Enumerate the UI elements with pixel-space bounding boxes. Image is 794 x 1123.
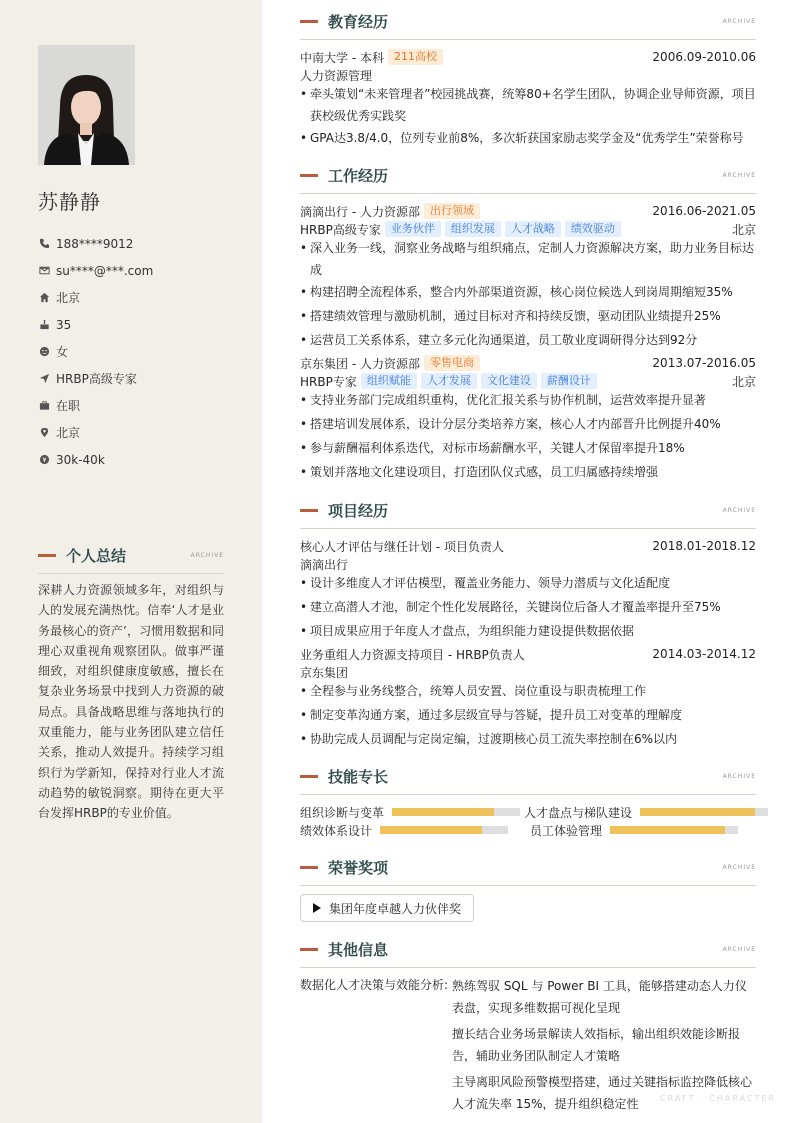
job-badge: 出行领域 [424,203,480,219]
job-role-row [300,220,756,238]
contact-home [38,284,153,311]
profile-photo [38,45,135,165]
contact-status-text: 在职 [56,399,81,413]
project-org: 滴滴出行 [300,557,349,572]
skill-label: 组织诊断与变革 [300,805,385,820]
job-role: HRBP高级专家 [300,222,381,237]
education-title: 教育经历 [328,13,389,31]
contact-phone [38,230,153,257]
project-period: 2014.03-2014.12 [652,647,756,661]
job-city: 北京 [731,222,756,237]
education-school: 中南大学 - 本科 [300,50,384,65]
summary-tag: ARCHIVE [190,552,224,559]
home-icon [38,292,50,304]
summary-title: 个人总结 [66,547,127,565]
contact-age [38,311,153,338]
salary-icon [38,454,50,466]
person-name: 苏静静 [38,190,101,214]
education-bullet: • 牵头策划“未来管理者”校园挑战赛，统筹80+名学生团队，协调企业导师资源，项目获校级优秀实践奖 [300,83,756,127]
summary-heading [38,544,224,574]
projects-heading [300,489,756,529]
contact-list [38,230,153,473]
project-bullet: • 建立高潜人才池，制定个性化发展路径，关键岗位后备人才覆盖率提升至75% [300,596,756,618]
job-tag: 组织发展 [445,221,501,237]
project-bullet: • 设计多维度人才评估模型，覆盖业务能力、领导力潜质与文化适配度 [300,572,756,594]
job-period: 2013.07-2016.05 [652,356,756,370]
contact-location-text: 北京 [56,426,81,440]
project-name-row [300,537,756,555]
heading-accent-bar [300,509,318,512]
skills-heading [300,755,756,795]
other-label: 数据化人才决策与效能分析: [300,978,449,992]
heading-accent-bar [300,948,318,951]
job-bullet: • 运营员工关系体系，建立多元化沟通渠道，员工敬业度调研得分达到92分 [300,329,756,351]
project-bullet: • 协助完成人员调配与定岗定编，过渡期核心员工流失率控制在6%以内 [300,728,756,750]
sidebar [0,0,262,1123]
project-bullet: • 项目成果应用于年度人才盘点，为组织能力建设提供数据依据 [300,620,756,642]
projects-tag: ARCHIVE [722,507,756,514]
heading-accent-bar [38,554,56,557]
job-company-row [300,354,756,372]
job-company: 滴滴出行 - 人力资源部 [300,204,420,219]
heading-accent-bar [300,174,318,177]
skills-tag: ARCHIVE [722,773,756,780]
education-badge: 211高校 [388,49,443,65]
job-bullet: • 搭建培训发展体系，设计分层分类培养方案，核心人才内部晋升比例提升40% [300,413,756,435]
work-heading [300,154,756,194]
education-heading [300,0,756,40]
job-tag: 组织赋能 [361,373,417,389]
award-item[interactable] [300,894,474,922]
job-tag: 薪酬设计 [541,373,597,389]
skills-title: 技能专长 [328,768,389,786]
skill-bar [392,808,520,816]
contact-gender-text: 女 [56,345,69,359]
work-tag: ARCHIVE [722,172,756,179]
honors-tag: ARCHIVE [722,864,756,871]
email-icon [38,265,50,277]
cake-icon [38,319,50,331]
education-school-row [300,48,756,66]
other-item: 主导离职风险预警模型搭建，通过关键指标监控降低核心人才流失率 15%，提升组织稳定性 [452,1075,753,1111]
watermark: CRAFT · CHARACTER [660,1094,776,1103]
heading-accent-bar [300,866,318,869]
contact-phone-text: 188****9012 [56,236,134,251]
contact-age-text: 35 [56,317,72,332]
skill-bar [640,808,768,816]
education-major: 人力资源管理 [300,68,373,83]
job-bullet: • 构建招聘全流程体系，整合内外部渠道资源，核心岗位候选人到岗周期缩短35% [300,281,756,303]
skill-label: 绩效体系设计 [300,823,373,838]
other-title: 其他信息 [328,941,389,959]
other-item: 擅长结合业务场景解读人效指标，输出组织效能诊断报告，辅助业务团队制定人才策略 [452,1027,741,1063]
project-period: 2018.01-2018.12 [652,539,756,553]
honors-title: 荣誉奖项 [328,859,389,877]
phone-icon [38,238,50,250]
contact-salary [38,446,153,473]
contact-home-text: 北京 [56,291,81,305]
job-bullet: • 策划并落地文化建设项目，打造团队仪式感，员工归属感持续增强 [300,461,756,483]
location-pin-icon [38,427,50,439]
send-icon [38,373,50,385]
job-tag: 业务伙伴 [385,221,441,237]
project-bullet: • 全程参与业务线整合，统筹人员安置、岗位重设与职责梳理工作 [300,680,756,702]
skill-label: 人才盘点与梯队建设 [524,805,633,820]
job-bullet: • 支持业务部门完成组织重构，优化汇报关系与协作机制，运营效率提升显著 [300,389,756,411]
other-tag: ARCHIVE [722,946,756,953]
skill-label: 员工体验管理 [530,823,603,838]
contact-location [38,419,153,446]
education-tag: ARCHIVE [722,18,756,25]
heading-accent-bar [300,775,318,778]
project-name: 核心人才评估与继任计划 - 项目负责人 [300,539,504,554]
job-bullet: • 搭建绩效管理与激励机制，通过目标对齐和持续反馈，驱动团队业绩提升25% [300,305,756,327]
education-period: 2006.09-2010.06 [652,50,756,64]
contact-gender [38,338,153,365]
skill-bar-fill [610,826,725,834]
job-role-row [300,372,756,390]
award-label: 集团年度卓越人力伙伴奖 [329,901,462,916]
skill-bar [380,826,508,834]
job-company-row [300,202,756,220]
skill-bar [610,826,738,834]
contact-status [38,392,153,419]
job-company: 京东集团 - 人力资源部 [300,356,420,371]
heading-accent-bar [300,20,318,23]
job-tag: 人才发展 [421,373,477,389]
contact-email [38,257,153,284]
project-name-row [300,645,756,663]
project-org-row [300,663,756,681]
skill-bar-fill [640,808,755,816]
job-bullet: • 深入业务一线，洞察业务战略与组织痛点，定制人力资源解决方案，助力业务目标达成 [300,237,756,281]
summary-text: 深耕人力资源领域多年，对组织与人的发展充满热忱。信奉‘人才是业务最核心的资产’，习惯用数据和同理心双重视角观察团队。做事严谨细致，对组织健康度敏感，擅长在复杂业务场景中找到人力资源的破局点。具备战略思维与落地执行的双重能力，能与业务团队建立信任关系，推动人效提升。持续学习组织行为学新知，保持对行业人才流动趋势的敏锐洞察。期待在更大平台发挥HRBP的专业价值。 [38,583,224,821]
job-city: 北京 [731,374,756,389]
job-tag: 绩效驱动 [565,221,621,237]
project-bullet: • 制定变革沟通方案，通过多层级宣导与答疑，提升员工对变革的理解度 [300,704,756,726]
project-org-row [300,555,756,573]
projects-title: 项目经历 [328,502,389,520]
job-badge: 零售电商 [424,355,480,371]
portrait-image [38,45,135,165]
contact-position-text: HRBP高级专家 [56,372,137,386]
education-bullet: • GPA达3.8/4.0，位列专业前8%，多次斩获国家励志奖学金及“优秀学生”荣誉称号 [300,127,756,149]
skill-bar-fill [380,826,482,834]
other-heading [300,928,756,968]
job-tag: 文化建设 [481,373,537,389]
play-triangle-icon [313,903,321,913]
contact-position [38,365,153,392]
work-title: 工作经历 [328,167,389,185]
honors-heading [300,846,756,886]
job-period: 2016.06-2021.05 [652,204,756,218]
education-major-row [300,66,756,84]
skill-bar-fill [392,808,494,816]
job-role: HRBP专家 [300,374,357,389]
project-name: 业务重组人力资源支持项目 - HRBP负责人 [300,647,525,662]
job-bullet: • 参与薪酬福利体系迭代，对标市场薪酬水平，关键人才保留率提升18% [300,437,756,459]
contact-salary-text: 30k-40k [56,452,105,467]
gender-icon [38,346,50,358]
briefcase-icon [38,400,50,412]
job-tag: 人才战略 [505,221,561,237]
other-item: 熟练驾驭 SQL 与 Power BI 工具，能够搭建动态人力仪表盘，实现多维数据可视化呈现 [452,979,747,1015]
project-org: 京东集团 [300,665,349,680]
contact-email-text: su****@***.com [56,263,154,278]
